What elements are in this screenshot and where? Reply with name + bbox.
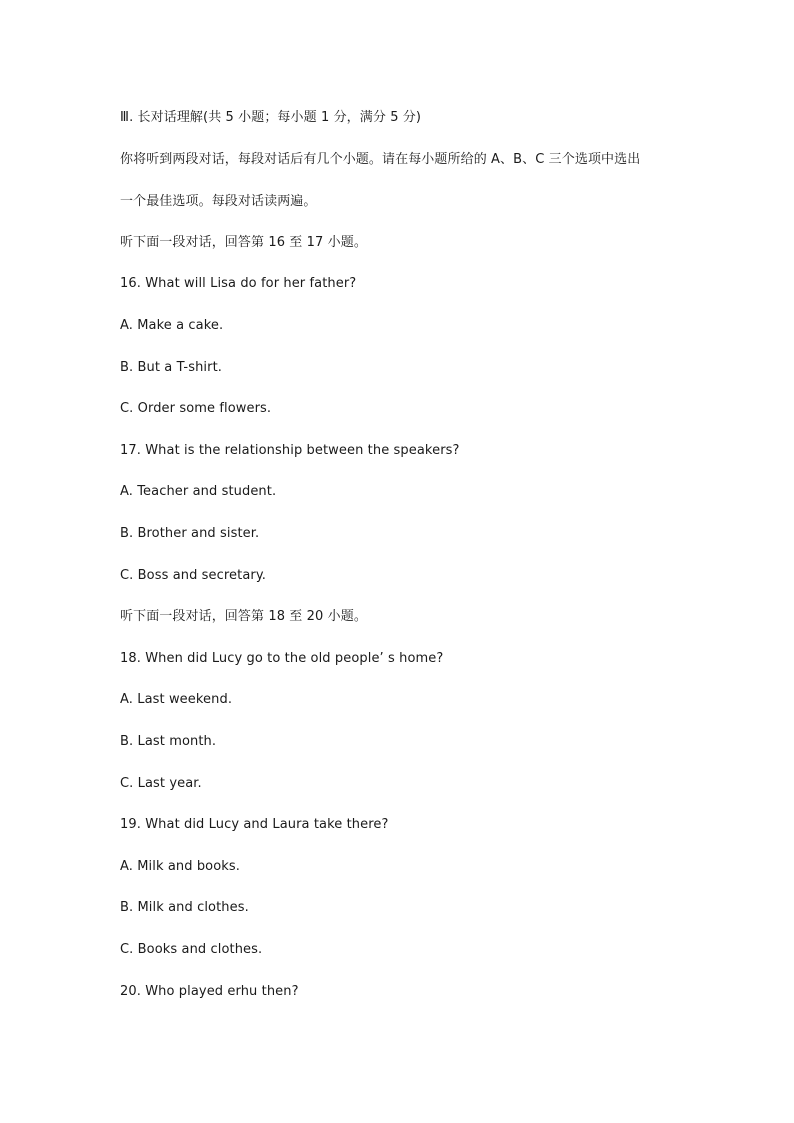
question-19-option-c: C. Books and clothes.: [120, 942, 263, 957]
question-18-option-a: A. Last weekend.: [120, 692, 233, 707]
question-19-option-a: A. Milk and books.: [120, 859, 241, 874]
section-title: Ⅲ. 长对话理解(共 5 小题；每小题 1 分，满分 5 分): [120, 110, 422, 125]
question-16-option-b: B. But a T-shirt.: [120, 360, 223, 375]
dialogue-intro-1: 听下面一段对话，回答第 16 至 17 小题。: [120, 235, 367, 250]
instructions-line-1: 你将听到两段对话，每段对话后有几个小题。请在每小题所给的 A、B、C 三个选项中选出: [120, 152, 641, 167]
question-18-option-b: B. Last month.: [120, 734, 217, 749]
dialogue-intro-2: 听下面一段对话，回答第 18 至 20 小题。: [120, 609, 367, 624]
question-19-option-b: B. Milk and clothes.: [120, 900, 249, 915]
question-20-stem: 20. Who played erhu then?: [120, 984, 299, 999]
question-17-stem: 17. What is the relationship between the speakers?: [120, 443, 460, 458]
question-17-option-c: C. Boss and secretary.: [120, 568, 267, 583]
question-17-option-a: A. Teacher and student.: [120, 484, 277, 499]
question-16-stem: 16. What will Lisa do for her father?: [120, 276, 357, 291]
question-18-stem: 18. When did Lucy go to the old people’ s home?: [120, 651, 444, 666]
question-19-stem: 19. What did Lucy and Laura take there?: [120, 817, 389, 832]
question-17-option-b: B. Brother and sister.: [120, 526, 260, 541]
instructions-line-2: 一个最佳选项。每段对话读两遍。: [120, 194, 317, 209]
question-16-option-c: C. Order some flowers.: [120, 401, 272, 416]
question-18-option-c: C. Last year.: [120, 776, 202, 791]
question-16-option-a: A. Make a cake.: [120, 318, 224, 333]
